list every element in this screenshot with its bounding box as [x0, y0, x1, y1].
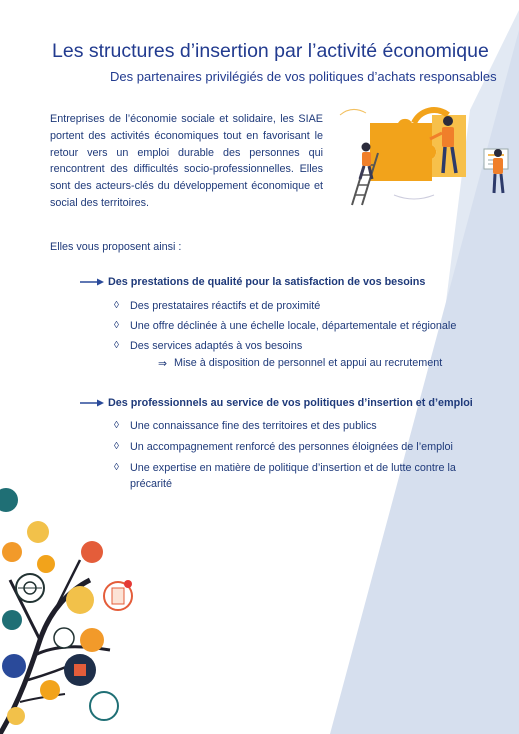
list-item-text: Une offre déclinée à une échelle locale, départementale et régionale — [130, 320, 457, 332]
list-item — [114, 418, 494, 434]
list-item-text: Une connaissance fine des territoires et des publics — [130, 420, 377, 432]
arrow-right-icon — [80, 277, 104, 287]
section-heading-label: Des professionnels au service de vos politiques d’insertion et d’emploi — [108, 397, 473, 409]
tree-icons-illustration — [0, 470, 140, 734]
intro-paragraph: Entreprises de l’économie sociale et solidaire, les SIAE portent des activités économiques tout en favorisant le retour vers un emploi durable des personnes qui rencontrent des difficultés socio-professionnelles. Elles sont des acteurs-clés du développement économique et social des territoires. — [50, 113, 323, 209]
page-subtitle: Des partenaires privilégiés de vos politiques d’achats responsables — [110, 69, 497, 84]
section-heading-2 — [80, 397, 473, 409]
diamond-bullet-icon: ◊ — [114, 420, 119, 431]
diamond-bullet-icon: ◊ — [114, 340, 119, 351]
diamond-bullet-icon: ◊ — [114, 300, 119, 311]
section-heading-label: Des prestations de qualité pour la satisfaction de vos besoins — [108, 276, 426, 288]
diamond-bullet-icon: ◊ — [114, 462, 119, 473]
list-item — [114, 298, 494, 314]
section-heading-1 — [80, 276, 425, 288]
list-item-text: Un accompagnement renforcé des personnes éloignées de l’emploi — [130, 441, 453, 453]
list-item — [114, 338, 494, 354]
sub-list-item — [158, 357, 442, 370]
list-item-text: Des services adaptés à vos besoins — [130, 340, 303, 352]
propose-line: Elles vous proposent ainsi : — [50, 241, 182, 253]
sub-list-item-text: Mise à disposition de personnel et appui au recrutement — [174, 357, 443, 369]
arrow-right-icon — [80, 398, 104, 408]
list-item-text: Une expertise en matière de politique d’insertion et de lutte contre la précarité — [130, 462, 456, 490]
implies-arrow-icon: ⇒ — [158, 358, 168, 370]
list-item — [114, 439, 494, 455]
diamond-bullet-icon: ◊ — [114, 441, 119, 452]
list-item-text: Des prestataires réactifs et de proximité — [130, 300, 321, 312]
puzzle-teamwork-illustration — [338, 95, 519, 215]
list-item — [114, 460, 494, 492]
diamond-bullet-icon: ◊ — [114, 320, 119, 331]
list-item — [114, 318, 494, 334]
page-title: Les structures d’insertion par l’activité économique — [52, 40, 489, 62]
